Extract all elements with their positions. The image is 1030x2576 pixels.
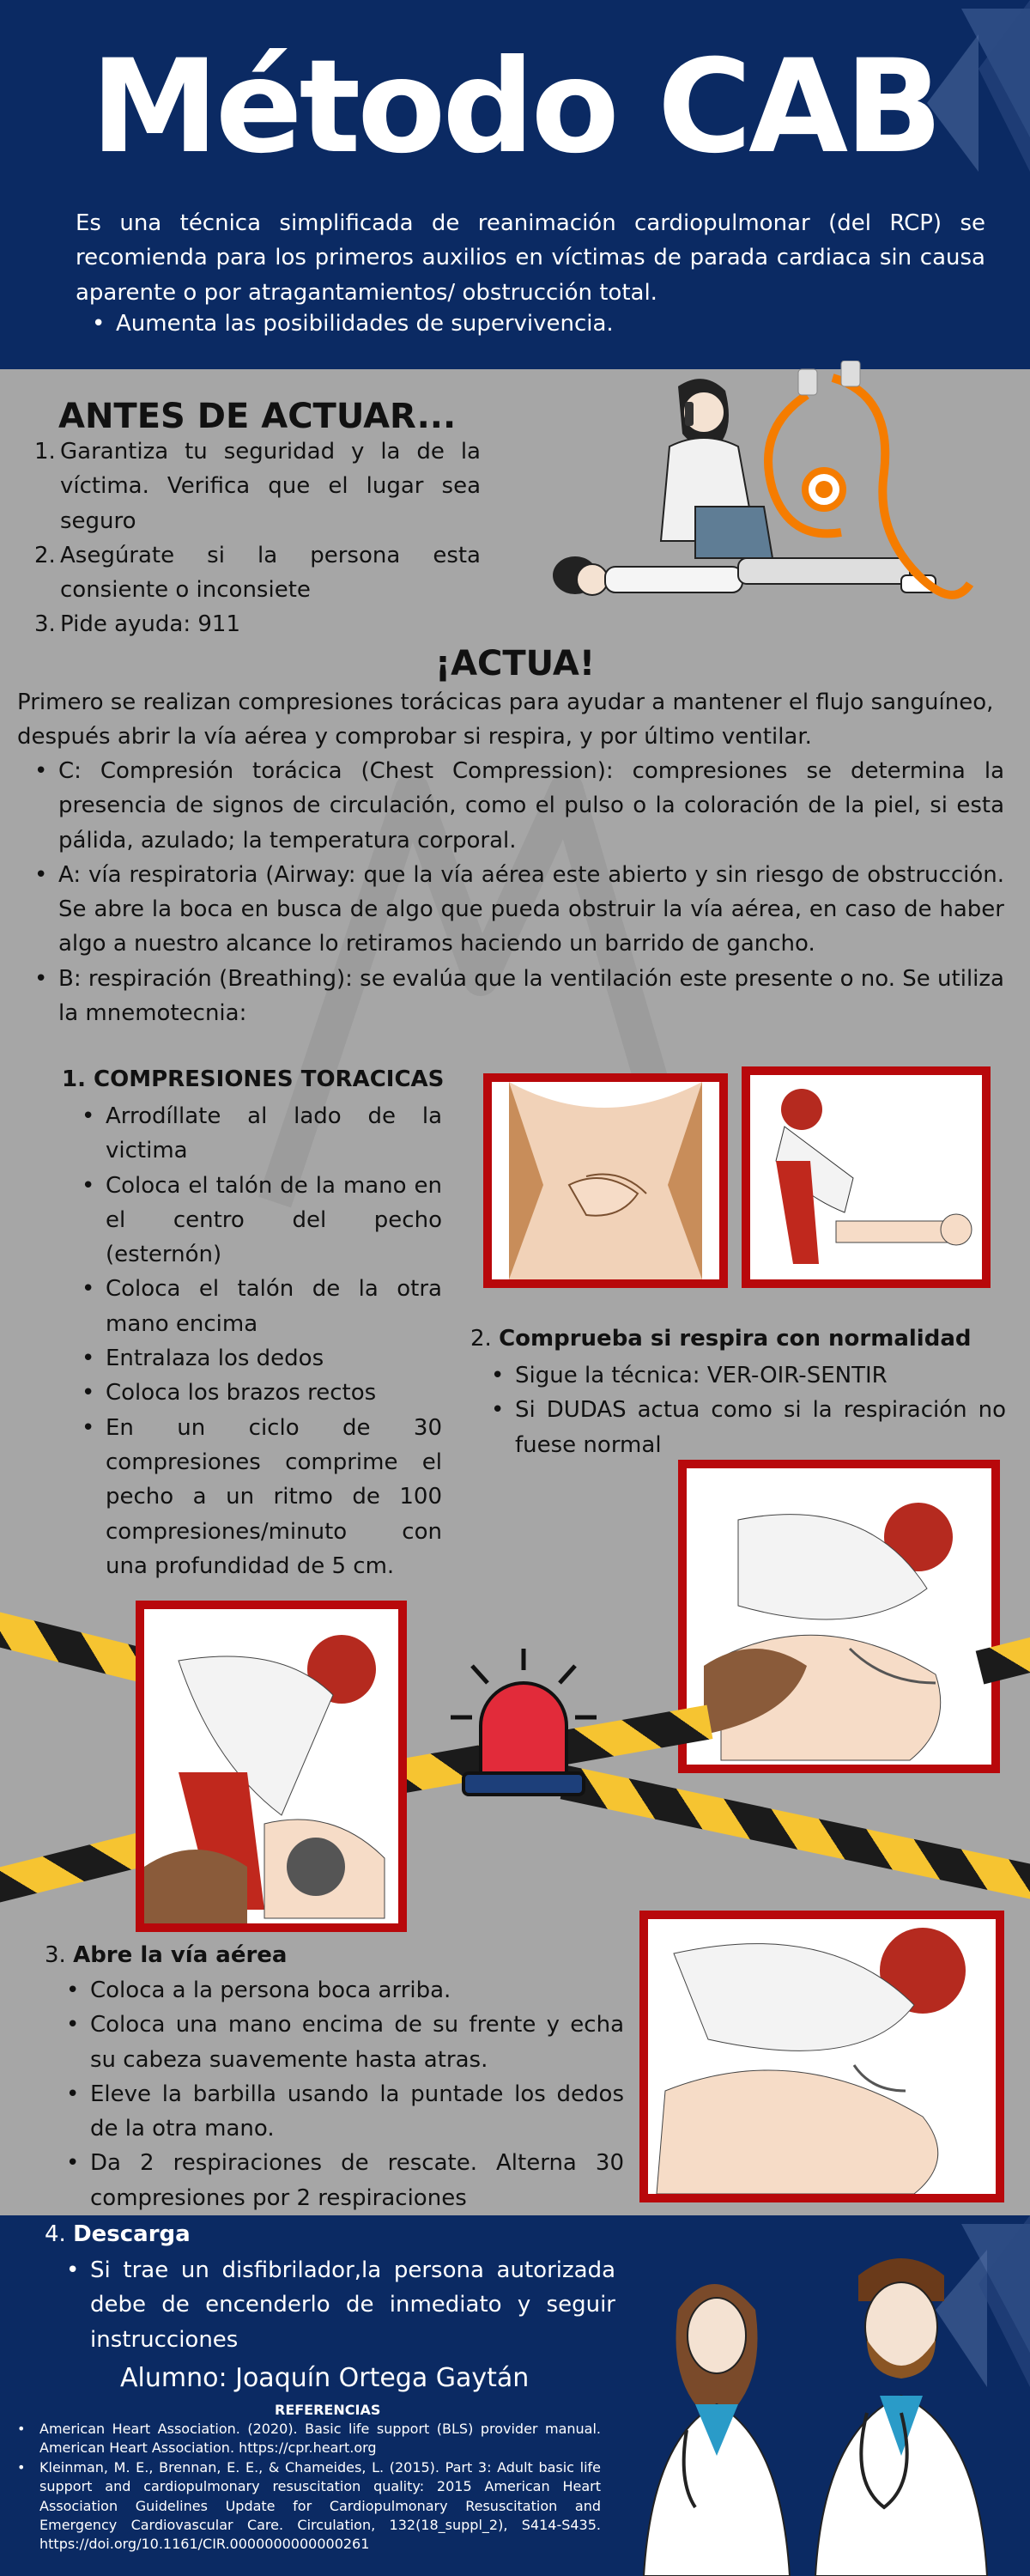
list-item: • En un ciclo de 30 compresiones comprime el pecho a un ritmo de 100 compresiones/minuto con una profundidad de 5 cm. (82, 1411, 442, 1583)
actua-intro: Primero se realizan compresiones torácicas para ayudar a mantener el flujo sanguíneo, después abrir la vía aérea y comprobar si respira, y por último ventilar. (17, 690, 994, 750)
references-title: REFERENCIAS (275, 2402, 381, 2418)
list-item: 1. Garantiza tu seguridad y la de la víctima. Verifica que el lugar sea seguro (34, 439, 481, 534)
actua-title: ¡ACTUA! (434, 644, 596, 683)
emergency-call-illustration (524, 361, 1013, 627)
antes-list (34, 434, 481, 642)
list-item: • A: vía respiratoria (Airway: que la vía aérea este abierto y sin riesgo de obstrucción. Se abre la boca en busca de algo que pueda obstruir la vía aérea, en caso de haber algo a nuestro alcance lo retiramos haciendo un barrido de gancho. (34, 858, 1004, 962)
list-item: • Si trae un disfibrilador,la persona autorizada debe de encenderlo de inmediato y seguir instrucciones (66, 2253, 615, 2357)
list-item: 3. Pide ayuda: 911 (34, 611, 240, 638)
list-item: • B: respiración (Breathing): se evalúa que la ventilación este presente o no. Se utiliza la mnemotecnia: (34, 962, 1004, 1031)
actua-list (34, 754, 1004, 1030)
list-item: • C: Compresión torácica (Chest Compression): compresiones se determina la presencia de signos de circulación, como el pulso o la coloración de la piel, si esta pálida, azulado; la temperatura corporal. (34, 754, 1004, 858)
compresiones-title: 1. COMPRESIONES TORACICAS (62, 1066, 445, 1092)
list-item: • Coloca el talón de la mano en el centro del pecho (esternón) (82, 1169, 442, 1273)
list-item: • Si DUDAS actua como si la respiración no fuese normal (491, 1393, 1006, 1462)
student-name: Alumno: Joaquín Ortega Gaytán (120, 2363, 530, 2393)
respira-title: 2. Comprueba si respira con normalidad (470, 1326, 972, 1352)
references-list (17, 2420, 601, 2555)
compressions-image (742, 1066, 991, 1288)
via-aerea-title: 3. Abre la vía aérea (45, 1942, 288, 1968)
intro-text: Es una técnica simplificada de reanimación cardiopulmonar (del RCP) se recomienda para los primeros auxilios en víctimas de parada cardiaca sin causa aparente o por atragantamientos/ obstrucción total. (76, 210, 985, 306)
list-item: • Coloca el talón de la otra mano encima (82, 1272, 442, 1341)
page-title: Método CAB (90, 33, 940, 182)
doctors-illustration (601, 2241, 1021, 2576)
list-item: • Arrodíllate al lado de la victima (82, 1099, 442, 1169)
reference-item: • American Heart Association. (2020). Basic life support (BLS) provider manual. American Heart Association. https://cpr.heart.org (17, 2420, 601, 2458)
caution-tape (560, 1765, 1030, 1910)
intro-bullet: • Aumenta las posibilidades de supervivencia. (116, 311, 614, 337)
list-item: • Coloca a la persona boca arriba. (66, 1973, 624, 2008)
rescue-breaths-image (639, 1911, 1004, 2202)
list-item: • Eleve la barbilla usando la puntade los dedos de la otra mano. (66, 2077, 624, 2147)
siren-icon (446, 1644, 601, 1807)
header-band (0, 0, 1030, 369)
hands-on-chest-image (483, 1073, 728, 1288)
list-item: • Sigue la técnica: VER-OIR-SENTIR (491, 1358, 1006, 1393)
check-breathing-image (678, 1460, 1000, 1773)
descarga-list (66, 2253, 615, 2357)
list-item: • Da 2 respiraciones de rescate. Alterna 30 compresiones por 2 respiraciones (66, 2146, 624, 2215)
list-item: • Coloca los brazos rectos (82, 1376, 442, 1410)
descarga-title: 4. Descarga (45, 2221, 191, 2247)
compresiones-list (82, 1099, 442, 1583)
list-item: 2. Asegúrate si la persona esta consiente o inconsiete (34, 542, 481, 604)
respira-list (491, 1358, 1006, 1462)
airway-open-image (136, 1601, 407, 1932)
via-aerea-list (66, 1973, 624, 2215)
list-item: • Entralaza los dedos (82, 1341, 442, 1376)
reference-item: • Kleinman, M. E., Brennan, E. E., & Chameides, L. (2015). Part 3: Adult basic life support and cardiopulmonary resuscitation quality: 2015 American Heart Association Guidelines Update for Cardiopulmonary Resuscitation and Emergency Cardiovascular Care. Circulation, 132(18_suppl_2), S414-S435. https://doi.org/10.1161/CIR.0000000000000261 (17, 2458, 601, 2555)
list-item: • Coloca una mano encima de su frente y echa su cabeza suavemente hasta atras. (66, 2008, 624, 2077)
antes-title: ANTES DE ACTUAR... (58, 397, 457, 436)
